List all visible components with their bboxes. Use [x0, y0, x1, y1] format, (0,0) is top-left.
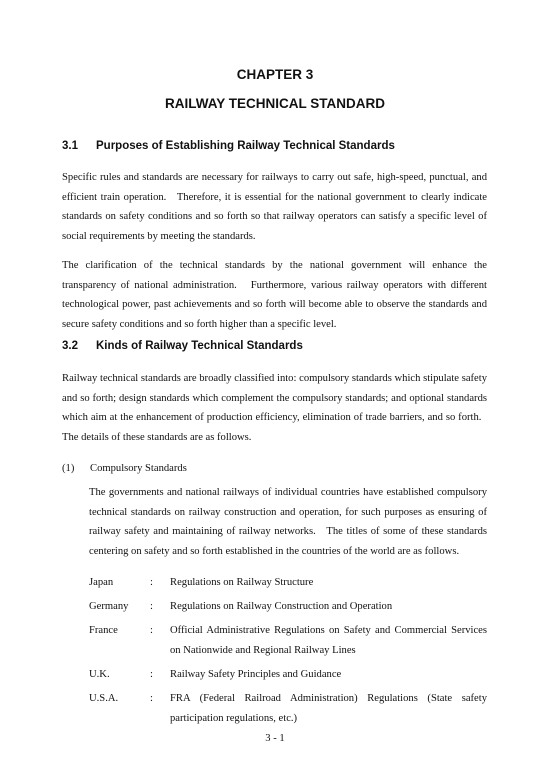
paragraph: The governments and national railways of individual countries have established compulsory technical standards on railway construction and operation, for such purposes as ensuring of railway safety and maintaining of railway networks. The titles of some of these standards centering on safety and so forth established in the countries of the world are as follows.: [89, 487, 487, 558]
paragraph: The clarification of the technical standards by the national government will enhance the transparency of national administration. Furthermore, various railway operators with different technological power, past achievements and so forth will become able to observe the standards and secure safety conditions and so forth higher than a specific level.: [62, 260, 487, 331]
regulation-colon: :: [150, 669, 153, 680]
regulation-title: Railway Safety Principles and Guidance: [170, 669, 342, 680]
regulation-row: [89, 665, 487, 685]
regulation-colon: :: [150, 577, 153, 588]
regulation-country: U.S.A.: [89, 693, 119, 704]
paragraph: Specific rules and standards are necessary for railways to carry out safe, high-speed, punctual, and efficient train operation. Therefore, it is essential for the national government to clearly indicate standards on safety conditions and so forth so that railway operators can satisfy a specific level of social requirements by meeting the standards.: [62, 172, 487, 243]
section-heading-3-1: [62, 140, 395, 152]
regulation-colon: :: [150, 693, 153, 704]
regulation-title: Regulations on Railway Construction and Operation: [170, 601, 393, 612]
subsection-number: (1): [62, 463, 75, 474]
regulation-title: Regulations on Railway Structure: [170, 577, 314, 588]
regulation-country: France: [89, 625, 118, 636]
subsection-title: Compulsory Standards: [90, 463, 187, 474]
regulation-country: Germany: [89, 601, 129, 612]
section-heading-3-2: [62, 340, 303, 352]
section-number: 3.2: [62, 340, 78, 352]
section-title: Kinds of Railway Technical Standards: [96, 340, 303, 352]
regulation-row: [89, 573, 487, 593]
regulation-colon: :: [150, 625, 153, 636]
regulation-title: Official Administrative Regulations on Safety and Commercial Services on Nationwide and Regional Railway Lines: [170, 625, 487, 656]
regulation-row: [89, 597, 487, 617]
regulation-title: FRA (Federal Railroad Administration) Regulations (State safety participation regulations, etc.): [170, 693, 487, 724]
regulation-country: Japan: [89, 577, 114, 588]
regulation-colon: :: [150, 601, 153, 612]
regulation-country: U.K.: [89, 669, 110, 680]
paragraph: Railway technical standards are broadly classified into: compulsory standards which stipulate safety and so forth; design standards which complement the compulsory standards; and optional standards which aim at the enhancement of production efficiency, elimination of trade barriers, and so forth. The details of these standards are as follows.: [62, 373, 487, 444]
regulation-row: [89, 689, 487, 728]
page-number: 3 - 1: [265, 733, 285, 744]
chapter-title: RAILWAY TECHNICAL STANDARD: [164, 96, 385, 111]
section-title: Purposes of Establishing Railway Technical Standards: [96, 140, 395, 152]
chapter-label: CHAPTER 3: [236, 67, 314, 82]
subsection-heading: [62, 463, 187, 474]
regulation-row: [89, 621, 487, 660]
section-number: 3.1: [62, 140, 78, 152]
